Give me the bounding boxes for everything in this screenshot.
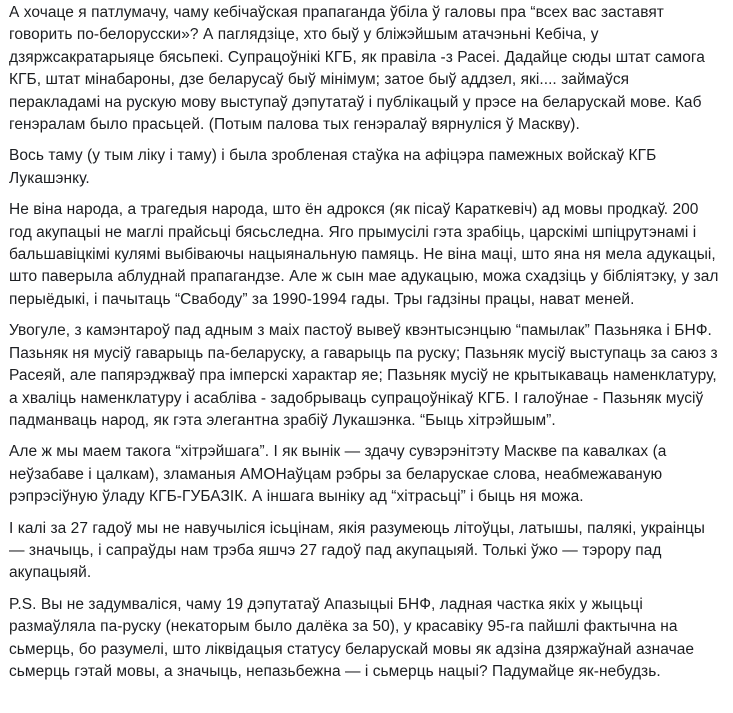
post-paragraph-3: Не віна народа, а трагедыя народа, што ён адрокся (як пісаў Караткевіч) ад мовы продкаў. 200 год акупацыі не маглі прайсьці бясьследна. Яго прымусілі гэта зрабіць, царскімі шпіцрутэнамі і бальшавіцкімі кулямі выбіваючы нацыянальную памяць. Не віна маці, што яна ня мела адукацыі, што паверыла аблуднай прапагандзе. Але ж сын мае адукацыю, можа схадзіць у бібліятэку, у зал перыёдыкі, і пачытаць “Свабоду” за 1990-1994 гады. Тры гадзіны працы, нават меней. xyxy=(9,201,719,308)
post-paragraph-7: P.S. Вы не задумваліся, чаму 19 дэпутатаў Апазыцыі БНФ, ладная частка якіх у жыцьці размаўляла па-руску (некаторым было далёка за 50), у красавіку 95-га пайшлі фактычна на сьмерць, бо разумелі, што ліквідацыя статусу беларускай мовы як адзіна дзяржаўнай азначае сьмерць гэтай мовы, а значыць, непазьбежна — і сьмерць нацыі? Падумайце як-небудзь. xyxy=(9,595,695,680)
post-paragraph-4: Увогуле, з камэнтароў пад адным з маіх пастоў вывеў квэнтысэнцыю “памылак” Пазьняка і БНФ. Пазьняк ня мусіў гаварыць па-беларуску, а гаварыць па руску; Пазьняк мусіў выступаць за саюз з Расеяй, але папярэджваў пра імперскі характар яе; Пазьняк мусіў не крытыкаваць наменклатуру, а хваліць наменклатуру і асабліва - задобрываць супрацоўнікаў КГБ. І галоўнае - Пазьняк мусіў падманваць народ, як гэта элегантна зрабіў Лукашэнка. “Быць хітрэйшым”. xyxy=(9,322,718,429)
post-paragraph-1: А хочаце я патлумачу, чаму кебічаўская прапаганда ўбіла ў галовы пра “всех вас заставят говорить по-белорусски»? А паглядзіце, хто быў у бліжэйшым атачэньні Кебіча, у дзяржсакратарыяце бясьпекі. Супрацоўнікі КГБ, як правіла -з Расеі. Дадайце сюды штат самога КГБ, штат мінабароны, дзе беларусаў быў мінімум; затое быў аддзел, які.... займаўся перакладамі на рускую мову выступаў дэпутатаў і публікацый у прэсе на беларускай мове. Каб генэралам было прасьцей. (Потым палова тых генэралаў вярнуліся ў Маскву). xyxy=(9,4,705,134)
post-paragraph-5: Але ж мы маем такога “хітрэйшага”. І як вынік — здачу сувэрэнітэту Маскве па кавалках (а неўзабаве і цалкам), зламаныя АМОНаўцам рэбры за беларускае слова, неабмежаваную рэпрэсіўную ўладу КГБ-ГУБАЗІК. А іншага выніку ад “хітрасьці” і быць ня можа. xyxy=(9,443,667,506)
post-paragraph-2: Вось таму (у тым ліку і таму) і была зробленая стаўка на афіцэра памежных войскаў КГБ Лукашэнку. xyxy=(9,147,657,187)
post-paragraph-6: І калі за 27 гадоў мы не навучыліся ісьцінам, якія разумеюць літоўцы, латышы, палякі, украінцы — значыць, і сапраўды нам трэба яшчэ 27 гадоў пад акупацыяй. Толькі ўжо — тэрору пад акупацыяй. xyxy=(9,519,705,582)
